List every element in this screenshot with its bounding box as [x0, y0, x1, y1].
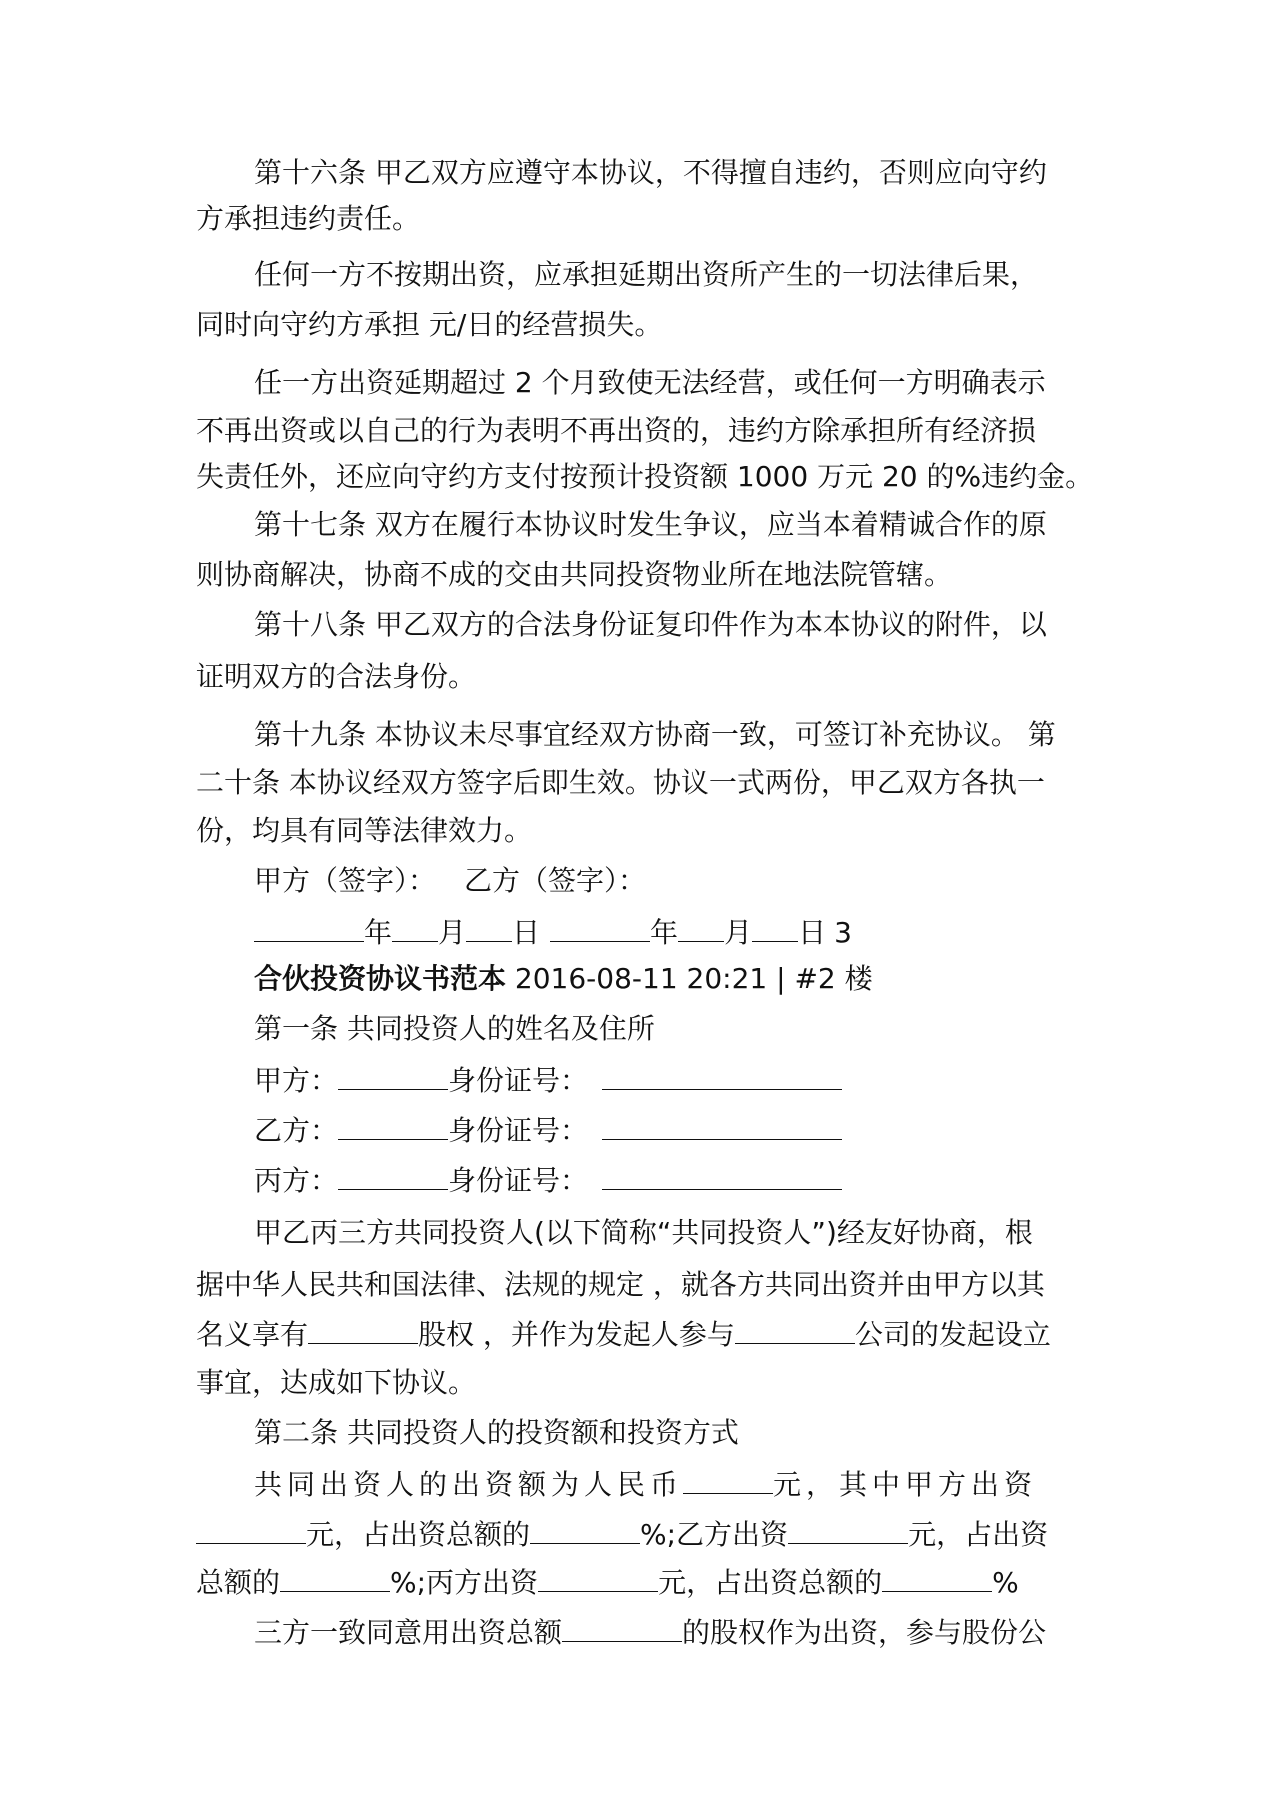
article2-line2 — [196, 1514, 1096, 1556]
day-blank-b — [752, 915, 798, 942]
year-blank-b — [550, 915, 650, 942]
article2-line1 — [254, 1464, 1154, 1506]
article17-line2: 则协商解决，协商不成的交由共同投资物业所在地法院管辖。 — [196, 558, 953, 591]
equity-blank — [308, 1317, 418, 1344]
party-c-name-blank — [338, 1163, 448, 1190]
party-a-amount-blank — [196, 1517, 306, 1544]
article2-line4-part-a: 三方一致同意用出资总额 — [254, 1616, 563, 1649]
article2-heading: 第二条 共同投资人的投资额和投资方式 — [254, 1416, 739, 1449]
preamble-line3 — [196, 1314, 1096, 1356]
article2-line3-part-b: %;丙方出资 — [390, 1566, 539, 1599]
preamble-line1: 甲乙丙三方共同投资人(以下简称“共同投资人”)经友好协商，根 — [254, 1216, 1033, 1249]
article20-line3: 份，均具有同等法律效力。 — [196, 814, 533, 847]
party-b-signature-label: 乙方（签字）： — [464, 864, 647, 897]
article2-line3-part-d: % — [992, 1566, 1019, 1599]
article18-line2: 证明双方的合法身份。 — [196, 660, 477, 693]
article2-line3 — [196, 1562, 1096, 1604]
day-blank-a — [466, 915, 512, 942]
article16-line2: 方承担违约责任。 — [196, 202, 421, 235]
party-a-signature-label: 甲方（签字）： — [254, 864, 437, 897]
article2-line1-part-a: 共同出资人的出资额为人民币 — [254, 1468, 684, 1501]
delay-line2: 同时向守约方承担 元/日的经营损失。 — [196, 308, 663, 341]
article2-line2-part-c: 元，占出资 — [908, 1518, 1049, 1551]
party-c-row — [254, 1160, 1154, 1202]
party-b-percent-blank — [280, 1565, 390, 1592]
article2-line3-part-c: 元，占出资总额的 — [658, 1566, 883, 1599]
preamble-line3-part-b: 股权 ，并作为发起人参与 — [418, 1318, 735, 1351]
article1-heading: 第一条 共同投资人的姓名及住所 — [254, 1012, 655, 1045]
party-c-id-label: 身份证号： — [448, 1164, 589, 1197]
article2-line4-part-b: 的股权作为出资，参与股份公 — [682, 1616, 1047, 1649]
preamble-line3-part-c: 公司的发起设立 — [854, 1318, 1051, 1351]
day-label-b: 日 — [798, 916, 827, 949]
month-blank-a — [392, 915, 438, 942]
year-blank-a — [254, 915, 364, 942]
party-b-label: 乙方： — [254, 1114, 339, 1147]
year-label-a: 年 — [364, 916, 393, 949]
party-c-percent-blank — [882, 1565, 992, 1592]
article17-line1: 第十七条 双方在履行本协议时发生争议，应当本着精诚合作的原 — [254, 508, 1047, 541]
party-c-label: 丙方： — [254, 1164, 339, 1197]
party-a-id-label: 身份证号： — [448, 1064, 589, 1097]
post-header — [254, 958, 1154, 1000]
party-c-id-blank — [602, 1163, 842, 1190]
company-blank — [735, 1317, 855, 1344]
date-line — [254, 912, 1154, 954]
article2-line4 — [254, 1612, 1154, 1654]
article2-line2-part-b: %;乙方出资 — [640, 1518, 789, 1551]
equity-total-blank — [562, 1615, 682, 1642]
party-b-row — [254, 1110, 1154, 1152]
month-label-a: 月 — [438, 916, 467, 949]
party-a-label: 甲方： — [254, 1064, 339, 1097]
article18-line1: 第十八条 甲乙双方的合法身份证复印件作为本本协议的附件，以 — [254, 608, 1047, 641]
post-title: 合伙投资协议书范本 — [254, 962, 507, 995]
signature-line — [254, 860, 1154, 902]
article2-line1-part-b: 元，其中甲方出资 — [773, 1468, 1038, 1501]
preamble-line4: 事宜，达成如下协议。 — [196, 1366, 477, 1399]
article2-line2-part-a: 元，占出资总额的 — [306, 1518, 531, 1551]
post-meta: 2016-08-11 20:21 | #2 楼 — [506, 962, 873, 995]
party-c-amount-blank — [538, 1565, 658, 1592]
party-a-row — [254, 1060, 1154, 1102]
day-label-a: 日 — [512, 916, 541, 949]
overdue-line3: 失责任外，还应向守约方支付按预计投资额 1000 万元 20 的%违约金。 — [196, 460, 1094, 493]
preamble-line2: 据中华人民共和国法律、法规的规定 ，就各方共同出资并由甲方以其 — [196, 1268, 1045, 1301]
delay-line1: 任何一方不按期出资，应承担延期出资所产生的一切法律后果， — [254, 258, 1039, 291]
month-blank-b — [678, 915, 724, 942]
article19-line1: 第十九条 本协议未尽事宜经双方协商一致，可签订补充协议。 第 — [254, 718, 1056, 751]
party-b-id-label: 身份证号： — [448, 1114, 589, 1147]
overdue-line2: 不再出资或以自己的行为表明不再出资的，违约方除承担所有经济损 — [196, 414, 1037, 447]
page-marker: 3 — [834, 916, 852, 949]
party-a-name-blank — [338, 1063, 448, 1090]
overdue-line1: 任一方出资延期超过 2 个月致使无法经营，或任何一方明确表示 — [254, 366, 1046, 399]
article20-line2: 二十条 本协议经双方签字后即生效。协议一式两份，甲乙双方各执一 — [196, 766, 1045, 799]
party-a-id-blank — [602, 1063, 842, 1090]
month-label-b: 月 — [724, 916, 753, 949]
year-label-b: 年 — [650, 916, 679, 949]
party-b-id-blank — [602, 1113, 842, 1140]
party-a-percent-blank — [530, 1517, 640, 1544]
article2-line3-part-a: 总额的 — [196, 1566, 281, 1599]
total-amount-blank — [683, 1467, 773, 1494]
party-b-amount-blank — [788, 1517, 908, 1544]
preamble-line3-part-a: 名义享有 — [196, 1318, 309, 1351]
article16-line1: 第十六条 甲乙双方应遵守本协议，不得擅自违约，否则应向守约 — [254, 156, 1047, 189]
party-b-name-blank — [338, 1113, 448, 1140]
